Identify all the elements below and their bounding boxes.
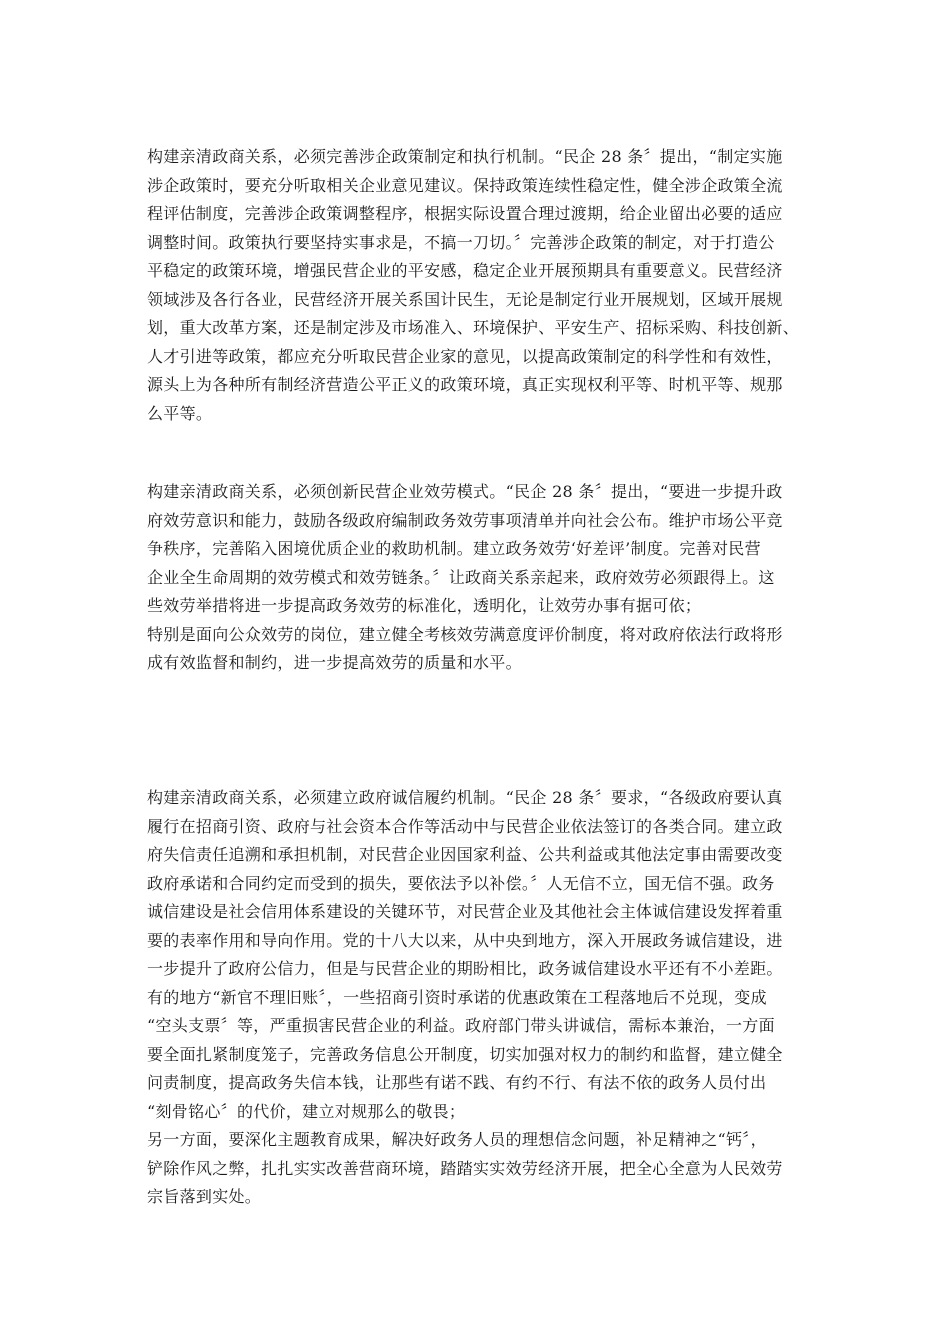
text-line: 要的表率作用和导向作用。党的十八大以来，从中央到地方，深入开展政务诚信建设，进 bbox=[147, 930, 783, 950]
text-line: 划，重大改革方案，还是制定涉及市场准入、环境保护、平安生产、招标采购、科技创新、 bbox=[147, 318, 800, 337]
text-line: 些效劳举措将进一步提高政务效劳的标准化，透明化，让效劳办事有据可依； bbox=[147, 596, 702, 615]
text-line: 诚信建设是社会信用体系建设的关键环节，对民营企业及其他社会主体诚信建设发挥着重 bbox=[147, 902, 783, 921]
text-line: 领域涉及各行各业，民营经济开展关系国计民生，无论是制定行业开展规划，区域开展规 bbox=[147, 289, 783, 309]
paragraph-service-model bbox=[147, 478, 827, 678]
text-line: “刻骨铭心〞的代价，建立对规那么的敬畏； bbox=[147, 1101, 466, 1121]
text-line: 企业全生命周期的效劳模式和效劳链条。〞让政商关系亲起来，政府效劳必须跟得上。这 bbox=[147, 567, 775, 587]
text-line: 要全面扎紧制度笼子，完善政务信息公开制度，切实加强对权力的制约和监督，建立健全 bbox=[147, 1044, 783, 1064]
text-line: 有的地方“新官不理旧账〞，一些招商引资时承诺的优惠政策在工程落地后不兑现，变成 bbox=[147, 987, 767, 1007]
text-line: 争秩序，完善陷入困境优质企业的救助机制。建立政务效劳‘好差评’制度。完善对民营 bbox=[147, 539, 761, 558]
paragraph-policy-mechanism bbox=[147, 143, 827, 428]
text-line: 铲除作风之弊，扎扎实实改善营商环境，踏踏实实效劳经济开展，把全心全意为人民效劳 bbox=[147, 1158, 783, 1178]
text-line: 一步提升了政府公信力，但是与民营企业的期盼相比，政务诚信建设水平还有不小差距。 bbox=[147, 959, 783, 978]
text-line: 调整时间。政策执行要坚持实事求是，不搞一刀切。〞完善涉企政策的制定，对于打造公 bbox=[147, 232, 775, 252]
text-line: 源头上为各种所有制经济营造公平正义的政策环境，真正实现权利平等、时机平等、规那 bbox=[147, 375, 783, 394]
paragraph-integrity-mechanism bbox=[147, 784, 827, 1212]
text-line: 构建亲清政商关系，必须建立政府诚信履约机制。“民企 28 条〞要求，“各级政府要认真 bbox=[147, 788, 783, 807]
text-line: 平稳定的政策环境，增强民营企业的平安感，稳定企业开展预期具有重要意义。民营经济 bbox=[147, 261, 783, 280]
text-line: 构建亲清政商关系，必须完善涉企政策制定和执行机制。“民企 28 条〞提出，“制定实施 bbox=[147, 147, 783, 166]
text-line: 另一方面，要深化主题教育成果，解决好政务人员的理想信念问题，补足精神之“钙〞， bbox=[147, 1130, 767, 1149]
text-line: 府失信责任追溯和承担机制，对民营企业因国家利益、公共利益或其他法定事由需要改变 bbox=[147, 845, 783, 864]
text-line: 履行在招商引资、政府与社会资本合作等活动中与民营企业依法签订的各类合同。建立政 bbox=[147, 816, 783, 836]
text-line: 人才引进等政策，都应充分听取民营企业家的意见，以提高政策制定的科学性和有效性， bbox=[147, 346, 783, 366]
text-line: 么平等。 bbox=[147, 403, 213, 423]
text-line: 构建亲清政商关系，必须创新民营企业效劳模式。“民企 28 条〞提出，“要进一步提升政 bbox=[147, 482, 783, 501]
text-line: 成有效监督和制约，进一步提高效劳的质量和水平。 bbox=[147, 653, 522, 672]
text-line: 宗旨落到实处。 bbox=[147, 1187, 262, 1206]
text-line: 府效劳意识和能力，鼓励各级政府编制政务效劳事项清单并向社会公布。维护市场公平竞 bbox=[147, 510, 783, 530]
text-line: 程评估制度，完善涉企政策调整程序，根据实际设置合理过渡期，给企业留出必要的适应 bbox=[147, 204, 783, 223]
text-line: 问责制度，提高政务失信本钱，让那些有诺不践、有约不行、有法不依的政务人员付出 bbox=[147, 1073, 767, 1092]
text-line: 涉企政策时，要充分听取相关企业意见建议。保持政策连续性稳定性，健全涉企政策全流 bbox=[147, 175, 783, 195]
text-line: “空头支票〞等，严重损害民营企业的利益。政府部门带头讲诚信，需标本兼治，一方面 bbox=[147, 1016, 775, 1035]
text-line: 政府承诺和合同约定而受到的损失，要依法予以补偿。〞人无信不立，国无信不强。政务 bbox=[147, 873, 775, 893]
text-line: 特别是面向公众效劳的岗位，建立健全考核效劳满意度评价制度，将对政府依法行政将形 bbox=[147, 624, 783, 644]
